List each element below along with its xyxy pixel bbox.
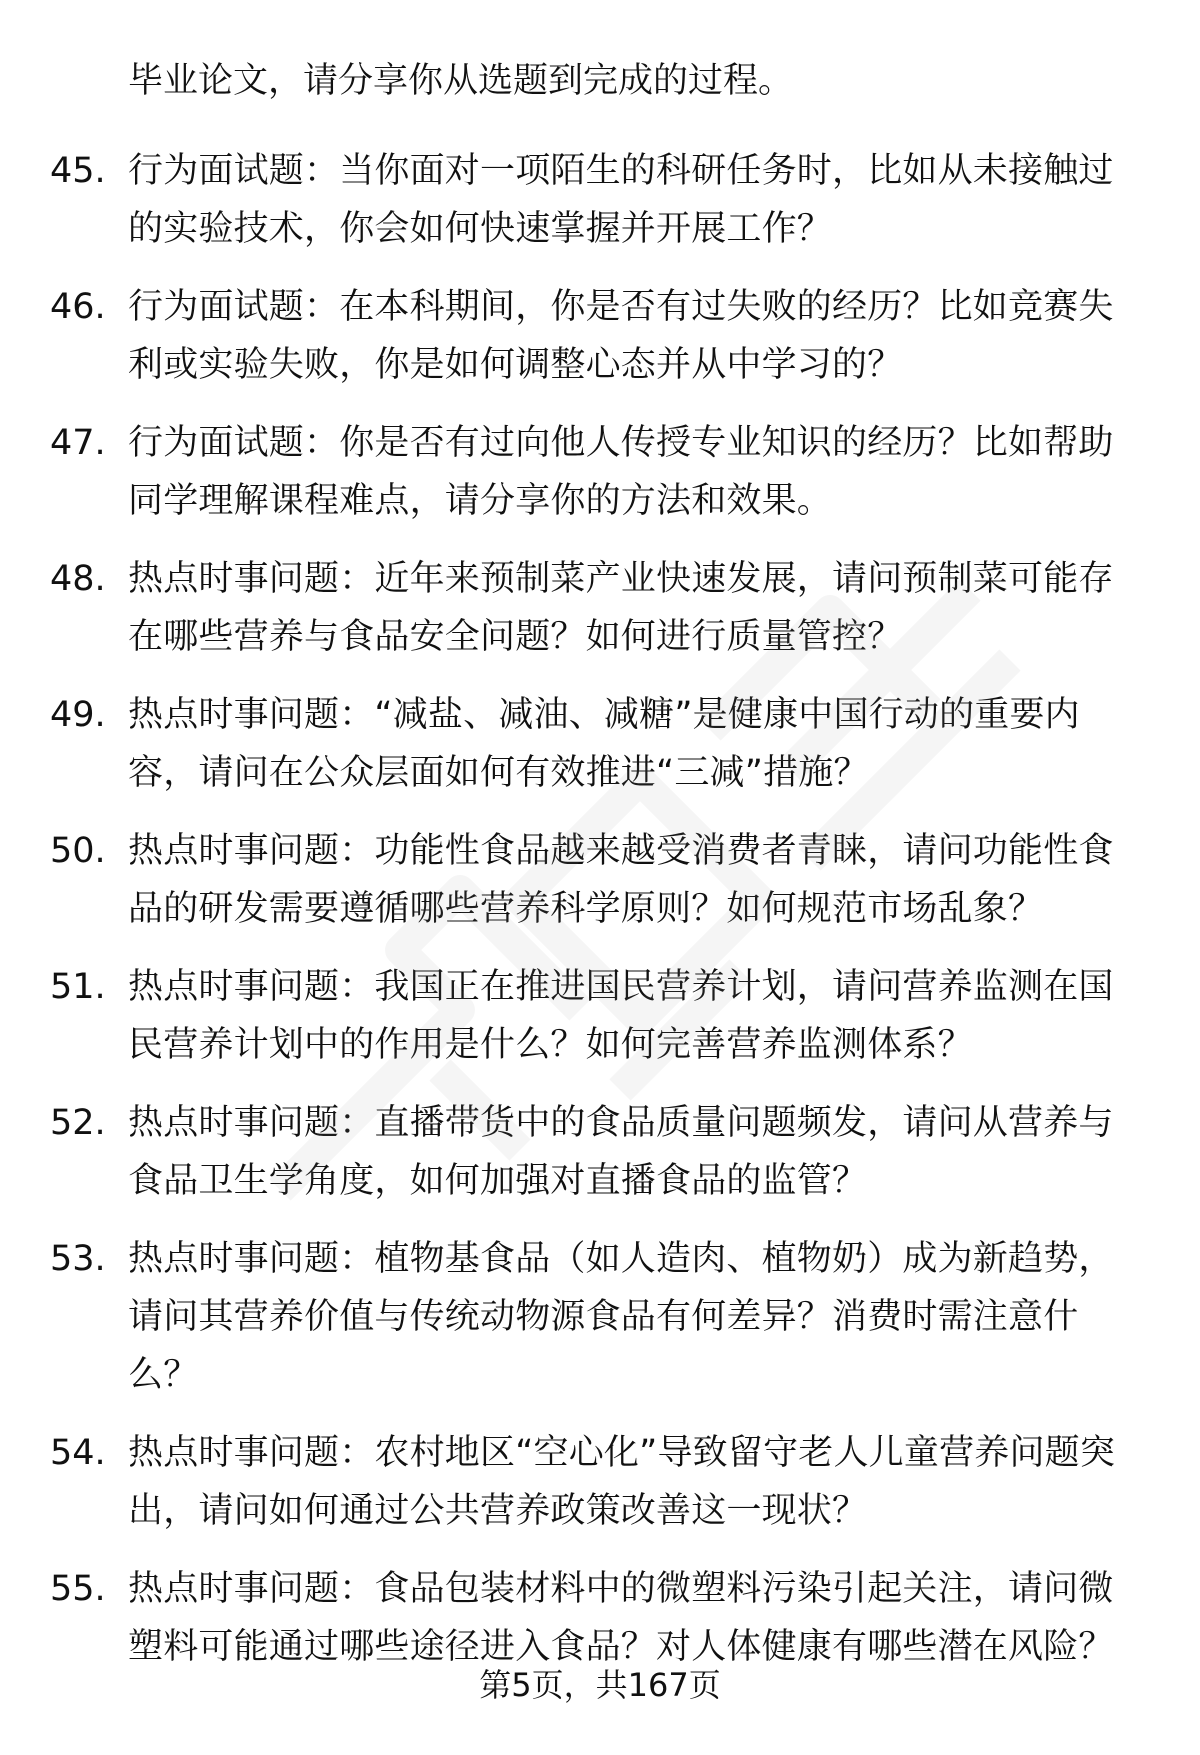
question-text: 热点时事问题：近年来预制菜产业快速发展，请问预制菜可能存在哪些营养与食品安全问题？如何进行质量管控？	[128, 559, 1114, 657]
question-text: 行为面试题：当你面对一项陌生的科研任务时，比如从未接触过的实验技术，你会如何快速掌握并开展工作？	[128, 151, 1114, 249]
question-item	[50, 142, 1150, 258]
question-text: 行为面试题：在本科期间，你是否有过失败的经历？比如竞赛失利或实验失败，你是如何调整心态并从中学习的？	[128, 287, 1114, 385]
question-number: 50.	[50, 831, 106, 871]
question-item	[50, 822, 1150, 938]
question-number: 49.	[50, 695, 106, 735]
question-number: 52.	[50, 1103, 106, 1143]
question-item	[50, 1230, 1150, 1404]
question-item	[50, 686, 1150, 802]
question-number: 46.	[50, 287, 106, 327]
page-footer: 第5页，共167页	[479, 1666, 721, 1704]
question-text: 热点时事问题：植物基食品（如人造肉、植物奶）成为新趋势，请问其营养价值与传统动物源食品有何差异？消费时需注意什么？	[128, 1239, 1114, 1395]
question-text: 热点时事问题：“减盐、减油、减糖”是健康中国行动的重要内容，请问在公众层面如何有效推进“三减”措施？	[128, 695, 1080, 793]
question-number: 51.	[50, 967, 106, 1007]
question-text: 热点时事问题：食品包装材料中的微塑料污染引起关注，请问微塑料可能通过哪些途径进入食品？对人体健康有哪些潜在风险？	[128, 1569, 1114, 1667]
question-number: 48.	[50, 559, 106, 599]
previous-question-continuation: 毕业论文，请分享你从选题到完成的过程。	[128, 61, 794, 101]
question-item	[50, 414, 1150, 530]
question-text: 热点时事问题：农村地区“空心化”导致留守老人儿童营养问题突出，请问如何通过公共营养政策改善这一现状？	[128, 1433, 1116, 1531]
question-number: 45.	[50, 151, 106, 191]
question-item	[50, 550, 1150, 666]
question-item	[50, 1424, 1150, 1540]
question-item	[50, 1094, 1150, 1210]
question-list	[50, 142, 1150, 1696]
question-item	[50, 1560, 1150, 1676]
question-number: 47.	[50, 423, 106, 463]
question-number: 53.	[50, 1239, 106, 1279]
question-item	[50, 958, 1150, 1074]
question-text: 行为面试题：你是否有过向他人传授专业知识的经历？比如帮助同学理解课程难点，请分享你的方法和效果。	[128, 423, 1114, 521]
question-number: 55.	[50, 1569, 106, 1609]
question-text: 热点时事问题：我国正在推进国民营养计划，请问营养监测在国民营养计划中的作用是什么？如何完善营养监测体系？	[128, 967, 1114, 1065]
question-item	[50, 278, 1150, 394]
question-number: 54.	[50, 1433, 106, 1473]
question-text: 热点时事问题：功能性食品越来越受消费者青睐，请问功能性食品的研发需要遵循哪些营养科学原则？如何规范市场乱象？	[128, 831, 1114, 929]
question-text: 热点时事问题：直播带货中的食品质量问题频发，请问从营养与食品卫生学角度，如何加强对直播食品的监管？	[128, 1103, 1114, 1201]
